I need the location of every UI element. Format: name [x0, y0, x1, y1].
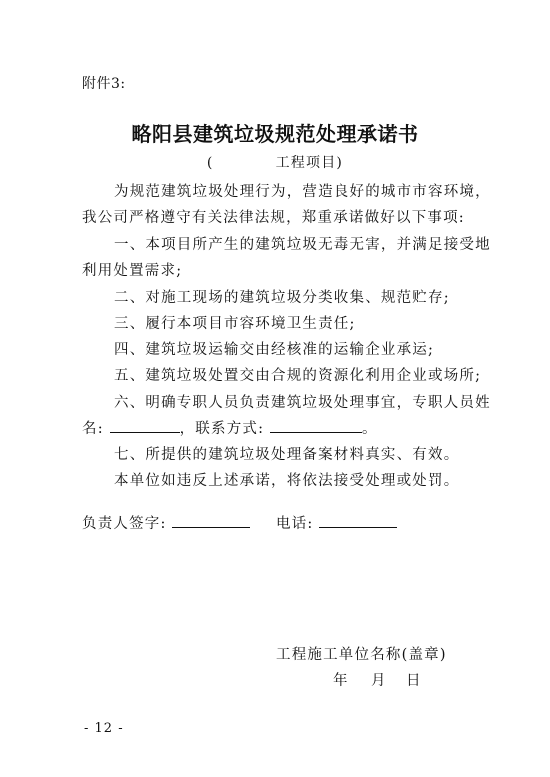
page-number: - 12 - — [84, 721, 124, 736]
staff-name-label: 名: — [82, 421, 104, 437]
signatory-label: 负责人签字: — [82, 516, 167, 532]
item-5: 五、建筑垃圾处置交由合规的资源化利用企业或场所; — [114, 368, 482, 384]
subtitle-project: 工程项目) — [275, 155, 344, 171]
date-year: 年 — [333, 673, 349, 689]
item-1-line2: 利用处置需求; — [82, 263, 183, 279]
paragraph-intro-line1: 为规范建筑垃圾处理行为，营造良好的城市市容环境， — [114, 184, 491, 200]
item-2: 二、对施工现场的建筑垃圾分类收集、规范贮存; — [114, 290, 450, 306]
item-6-line1: 六、明确专职人员负责建筑垃圾处理事宜，专职人员姓 — [114, 395, 491, 411]
item-7: 七、所提供的建筑垃圾处理备案材料真实、有效。 — [114, 447, 460, 463]
attachment-label: 附件3: — [82, 76, 126, 92]
date-month: 月 — [371, 673, 387, 689]
staff-contact-label: ，联系方式: — [179, 421, 265, 437]
commitment-statement: 本单位如违反上述承诺，将依法接受处理或处罚。 — [114, 473, 460, 489]
item-1-line1: 一、本项目所产生的建筑垃圾无毒无害，并满足接受地 — [114, 237, 491, 253]
item-4: 四、建筑垃圾运输交由经核准的运输企业承运; — [114, 342, 435, 358]
paragraph-intro-line2: 我公司严格遵守有关法律法规，郑重承诺做好以下事项: — [82, 210, 465, 226]
staff-contact-blank — [270, 418, 362, 433]
signature-row — [82, 512, 397, 533]
item-3: 三、履行本项目市容环境卫生责任; — [114, 316, 356, 332]
project-subtitle — [0, 152, 550, 172]
signatory-blank — [172, 513, 250, 528]
item-6-line2 — [82, 417, 378, 438]
unit-name-seal: 工程施工单位名称(盖章) — [276, 647, 447, 663]
date-day: 日 — [406, 673, 422, 689]
subtitle-open-paren: ( — [206, 155, 214, 171]
phone-blank — [319, 513, 397, 528]
staff-name-blank — [110, 418, 180, 433]
item-6-end: 。 — [362, 421, 378, 437]
phone-label: 电话: — [276, 516, 314, 532]
document-title: 略阳县建筑垃圾规范处理承诺书 — [131, 122, 419, 146]
